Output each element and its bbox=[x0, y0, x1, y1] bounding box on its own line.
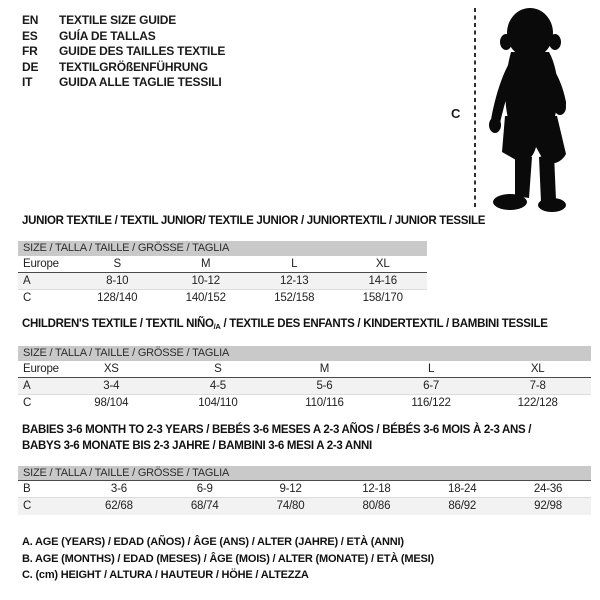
table-cell: 24-36 bbox=[533, 483, 563, 495]
column-header: S bbox=[214, 363, 222, 375]
children-heading-post: / TEXTILE DES ENFANTS / KINDERTEXTIL / BAMBINI TESSILE bbox=[220, 318, 548, 330]
column-header: L bbox=[427, 363, 435, 375]
table-cell: 152/158 bbox=[274, 292, 315, 304]
table-row-age bbox=[18, 378, 591, 395]
row-label: C bbox=[23, 292, 32, 304]
table-cell: 12-13 bbox=[280, 275, 309, 287]
column-header-row bbox=[18, 361, 591, 378]
table-cell: 12-18 bbox=[362, 483, 391, 495]
legend-note-b: B. AGE (MONTHS) / EDAD (MESES) / ÂGE (MOIS) / ALTER (MONATE) / ETÀ (MESI) bbox=[22, 552, 434, 565]
row-label: B bbox=[23, 483, 31, 495]
table-cell: 116/122 bbox=[411, 397, 451, 409]
table-cell: 4-5 bbox=[209, 380, 226, 392]
table-cell: 18-24 bbox=[448, 483, 477, 495]
children-heading-sub: /A bbox=[213, 322, 221, 331]
legend-note-a: A. AGE (YEARS) / EDAD (AÑOS) / ÂGE (ANS) / ALTER (JAHRE) / ETÀ (ANNI) bbox=[22, 536, 404, 548]
column-header: L bbox=[291, 258, 298, 270]
row-label: C bbox=[23, 500, 32, 512]
language-code: FR bbox=[22, 44, 38, 59]
junior-size-table bbox=[18, 241, 427, 307]
language-title: TEXTILE SIZE GUIDE bbox=[59, 13, 177, 27]
language-row bbox=[22, 13, 225, 29]
junior-heading: JUNIOR TEXTILE / TEXTIL JUNIOR/ TEXTILE JUNIOR / JUNIORTEXTIL / JUNIOR TESSILE bbox=[22, 215, 486, 227]
language-title: GUIDA ALLE TAGLIE TESSILI bbox=[59, 75, 222, 90]
language-title: GUÍA DE TALLAS bbox=[59, 28, 156, 43]
column-header-row bbox=[18, 256, 427, 273]
row-label: C bbox=[23, 397, 32, 409]
table-cell: 122/128 bbox=[517, 397, 558, 409]
table-cell: 10-12 bbox=[191, 275, 220, 287]
babies-heading-line1: BABIES 3-6 MONTH TO 2-3 YEARS / BEBÉS 3-6 MESES A 2-3 AÑOS / BÉBÉS 3-6 MOIS À 2-3 ANS / bbox=[22, 424, 532, 436]
region-label: Europe bbox=[23, 258, 59, 270]
table-row-height bbox=[18, 498, 591, 515]
table-cell: 9-12 bbox=[279, 483, 302, 495]
height-dashed-line bbox=[474, 8, 476, 207]
column-header: M bbox=[319, 363, 330, 375]
table-cell: 140/152 bbox=[185, 292, 226, 304]
table-cell: 128/140 bbox=[97, 292, 138, 304]
table-row-height bbox=[18, 395, 591, 412]
table-row-height bbox=[18, 290, 427, 307]
table-cell: 14-16 bbox=[368, 275, 397, 287]
table-cell: 68/74 bbox=[190, 500, 219, 512]
height-marker-label: C bbox=[451, 106, 461, 121]
language-code: EN bbox=[22, 13, 39, 27]
table-cell: 62/68 bbox=[105, 500, 133, 512]
children-size-table bbox=[18, 346, 591, 412]
column-header: XS bbox=[103, 363, 119, 375]
table-cell: 5-6 bbox=[316, 380, 333, 392]
column-header: M bbox=[201, 258, 211, 270]
language-row bbox=[22, 29, 225, 45]
table-cell: 6-9 bbox=[196, 483, 213, 495]
column-header: XL bbox=[375, 258, 390, 270]
row-label: A bbox=[23, 275, 31, 287]
language-row bbox=[22, 44, 225, 60]
language-code: IT bbox=[22, 75, 33, 90]
size-bar: SIZE / TALLA / TAILLE / GRÖSSE / TAGLIA bbox=[18, 466, 591, 481]
language-title: TEXTILGRÖßENFÜHRUNG bbox=[59, 59, 208, 74]
size-bar: SIZE / TALLA / TAILLE / GRÖSSE / TAGLIA bbox=[18, 241, 427, 256]
language-code: ES bbox=[22, 28, 38, 43]
babies-size-table bbox=[18, 466, 591, 515]
table-row-age-months bbox=[18, 481, 591, 498]
table-cell: 110/116 bbox=[305, 397, 344, 409]
language-list bbox=[22, 13, 225, 91]
baby-silhouette bbox=[479, 6, 579, 214]
table-cell: 6-7 bbox=[423, 380, 440, 392]
table-cell: 80/86 bbox=[362, 500, 391, 512]
table-cell: 104/110 bbox=[198, 397, 238, 409]
children-heading-pre: CHILDREN'S TEXTILE / TEXTIL NIÑO bbox=[22, 318, 214, 330]
size-bar: SIZE / TALLA / TAILLE / GRÖSSE / TAGLIA bbox=[18, 346, 591, 361]
language-code: DE bbox=[22, 59, 39, 74]
language-row bbox=[22, 75, 225, 91]
babies-heading bbox=[22, 423, 531, 454]
table-cell: 7-8 bbox=[529, 380, 546, 392]
table-cell: 3-6 bbox=[110, 483, 127, 495]
table-cell: 158/170 bbox=[362, 292, 403, 304]
region-label: Europe bbox=[23, 363, 59, 375]
column-header: S bbox=[113, 258, 121, 270]
babies-heading-line2: BABYS 3-6 MONATE BIS 2-3 JAHRE / BAMBINI 3-6 MESI A 2-3 ANNI bbox=[22, 439, 372, 452]
language-title: GUIDE DES TAILLES TEXTILE bbox=[59, 44, 226, 59]
table-cell: 74/80 bbox=[276, 500, 305, 512]
legend-note-c: C. (cm) HEIGHT / ALTURA / HAUTEUR / HÖHE / ALTEZZA bbox=[22, 569, 309, 581]
column-header: XL bbox=[530, 363, 545, 375]
table-cell: 86/92 bbox=[448, 500, 477, 512]
table-cell: 3-4 bbox=[103, 380, 120, 392]
language-row bbox=[22, 60, 225, 76]
table-cell: 8-10 bbox=[106, 275, 129, 287]
legend-notes bbox=[22, 534, 434, 584]
children-heading bbox=[22, 317, 548, 335]
row-label: A bbox=[23, 380, 31, 392]
table-cell: 98/104 bbox=[94, 397, 129, 409]
table-row-age bbox=[18, 273, 427, 290]
table-cell: 92/98 bbox=[534, 500, 562, 512]
